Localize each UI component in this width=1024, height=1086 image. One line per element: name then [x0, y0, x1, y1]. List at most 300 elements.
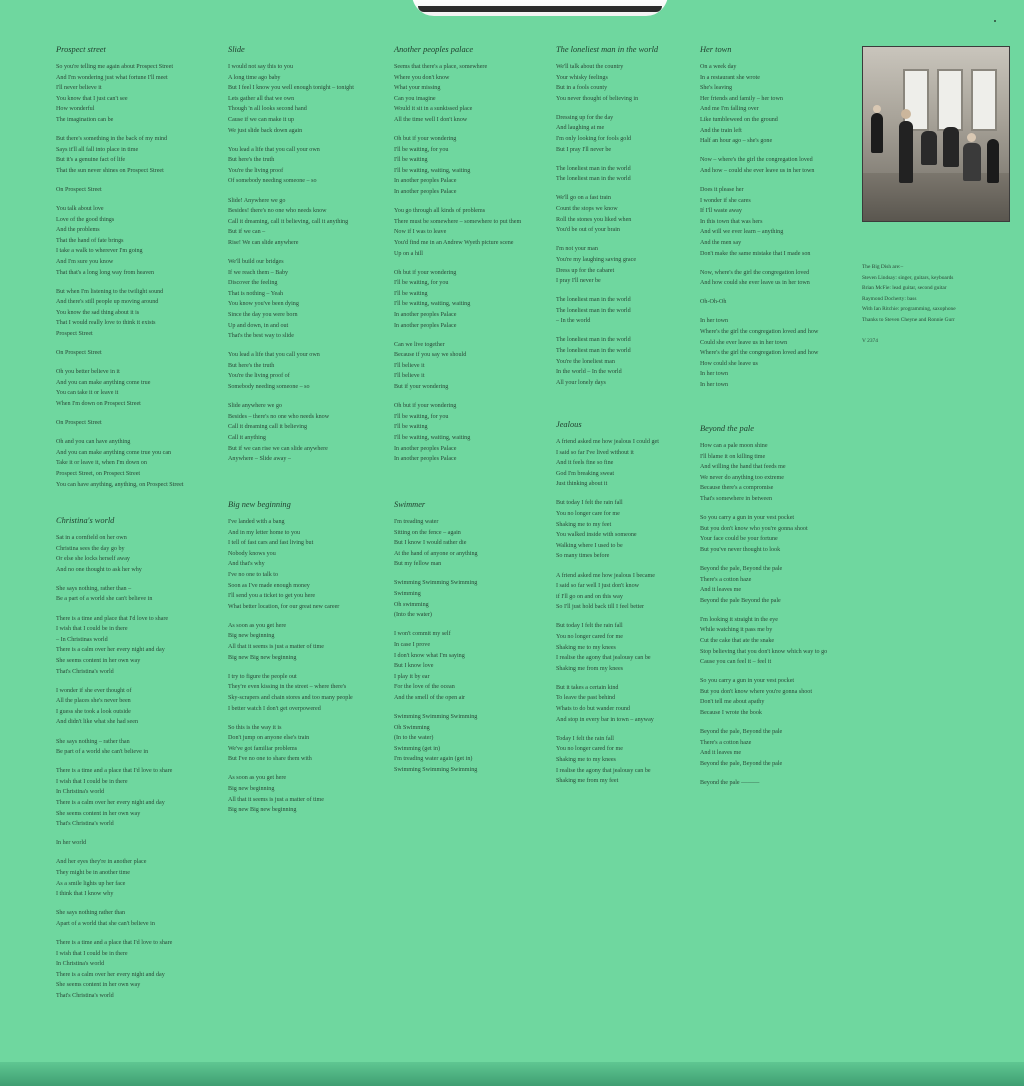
lyric-stanza: [700, 564, 827, 606]
lyric-line: Don't jump on anyone else's train: [228, 735, 310, 742]
record-edge: [418, 6, 662, 12]
lyric-line: But I know I would rather die: [394, 540, 467, 547]
lyric-line: I guess she took a look outside: [56, 708, 131, 715]
lyric-line: Lets gather all that we own: [228, 95, 295, 102]
lyric-line: All your lonely days: [556, 379, 606, 386]
lyric-line: And the train left: [700, 127, 742, 134]
lyric-line: The loneliest man in the world: [556, 165, 631, 172]
song-block: [556, 420, 659, 795]
lyric-line: There must be somewhere – somewhere to put them: [394, 218, 522, 225]
lyric-line: But my fellow man: [394, 561, 442, 568]
lyric-line: Sat in a cornfield on her own: [56, 535, 127, 541]
lyric-line: I take a walk to wherever I'm going: [56, 248, 143, 255]
credit-line: The Big Dish are:–: [862, 264, 904, 270]
lyric-line: But if your wondering: [394, 384, 449, 391]
song-title: Christina's world: [56, 516, 115, 525]
lyric-line: Could she ever leave us in her town: [700, 339, 788, 346]
lyric-line: As soon as you get here: [228, 775, 287, 782]
lyric-line: But I feel I know you well enough tonight – tonight: [228, 85, 354, 92]
lyric-stanza: [700, 778, 827, 789]
lyric-stanza: [228, 723, 353, 765]
lyric-line: On Prospect Street: [56, 350, 102, 357]
lyric-line: So you carry a gun in your vest pocket: [700, 515, 795, 522]
lyric-line: I wish that I could be in there: [56, 778, 128, 785]
lyric-stanza: [56, 348, 184, 359]
lyric-line: How could she leave us: [700, 360, 758, 367]
lyric-line: So this is the way it is: [228, 724, 282, 731]
lyric-line: As soon as you get here: [228, 622, 287, 629]
lyric-line: Discover the feeling: [228, 280, 278, 287]
lyric-line: I'll be waiting, for you: [394, 146, 449, 153]
lyric-line: You know you've been dying: [228, 301, 299, 308]
lyric-stanza: [700, 297, 818, 308]
lyric-stanza: [394, 340, 521, 393]
lyric-line: I tell of fast cars and fast living but: [228, 540, 314, 547]
lyric-line: All the time well I don't know: [394, 116, 468, 123]
lyric-line: That I would really love to think it exists: [56, 320, 156, 327]
lyric-line: I'll be waiting, waiting, waiting: [394, 301, 471, 308]
lyric-line: In a restaurant she wrote: [700, 74, 760, 81]
lyric-line: In another peoples Palace: [394, 178, 457, 185]
lyric-line: Just thinking about it: [556, 481, 608, 488]
lyric-line: And willing the hand that feeds me: [700, 464, 786, 471]
lyric-line: Swimming (get in): [394, 745, 441, 752]
lyric-line: I've landed with a bang: [228, 519, 285, 525]
lyric-line: Shaking me to my feet: [556, 521, 612, 528]
lyric-stanza: [700, 316, 818, 390]
lyric-line: But it takes a certain kind: [556, 684, 619, 691]
lyric-line: In another peoples Palace: [394, 456, 457, 463]
lyric-line: That's Christina's world: [56, 992, 114, 999]
lyric-line: Call it dreaming, call it believing, call it anything: [228, 218, 349, 225]
lyric-line: But today I felt the rain fall: [556, 623, 623, 630]
lyric-line: Dressing up for the day: [556, 114, 614, 121]
song-block: [700, 424, 827, 797]
lyric-line: Soon as I've made enough money: [228, 582, 310, 589]
song-block: [228, 500, 353, 824]
lyric-line: But you don't know who you're gonna shoot: [700, 525, 808, 532]
lyric-line: I'll believe it: [394, 362, 425, 369]
lyric-line: Dress up for the cabaret: [556, 267, 615, 274]
lyric-line: We'll talk about the country: [556, 64, 624, 70]
lyric-stanza: [556, 621, 659, 674]
lyric-stanza: [228, 196, 354, 249]
lyric-stanza: [700, 676, 827, 718]
lyric-line: But I know love: [394, 663, 434, 670]
lyric-line: She seems content in her own way: [56, 657, 141, 664]
lyric-line: Shaking me from my feet: [556, 778, 619, 785]
lyric-line: And in my letter home to you: [228, 529, 301, 536]
lyric-line: So you're telling me again about Prospect Street: [56, 64, 174, 70]
lyric-line: The loneliest man in the world: [556, 307, 631, 314]
lyric-line: Beyond the pale, Beyond the pale: [700, 729, 783, 736]
lyric-line: Big new Big new beginning: [228, 807, 297, 814]
lyric-line: Don't tell me about apathy: [700, 699, 765, 706]
lyric-stanza: [56, 533, 172, 575]
lyric-line: Up on a hill: [394, 250, 423, 257]
lyric-line: Because if you say we should: [394, 352, 467, 359]
lyric-line: Love of the good things: [56, 216, 115, 223]
lyric-line: And it leaves me: [700, 750, 742, 757]
lyric-line: And will we ever learn – anything: [700, 229, 784, 236]
lyric-line: In another peoples Palace: [394, 311, 457, 318]
lyric-line: And no one thought to ask her why: [56, 566, 142, 573]
lyric-line: Take it or leave it, when I'm down on: [56, 460, 147, 467]
lyric-stanza: [56, 737, 172, 758]
lyric-line: And how – could she ever leave us in her town: [700, 167, 815, 174]
lyric-stanza: [56, 185, 184, 196]
lyric-line: I won't commit my self: [394, 631, 451, 638]
lyric-line: A friend asked me how jealous I could get: [556, 439, 659, 445]
lyric-line: I'm looking it straight in the eye: [700, 616, 778, 623]
lyric-stanza: [228, 517, 353, 612]
lyric-line: So you carry a gun in your vest pocket: [700, 678, 795, 685]
lyric-line: I said so far well I just don't know: [556, 583, 640, 590]
song-block: [556, 45, 658, 397]
lyric-line: There's a cotton haze: [700, 576, 752, 583]
lyric-line: They're even kissing in the street – where there's: [228, 684, 347, 691]
lyric-stanza: [394, 629, 478, 703]
lyric-line: That the hand of fate brings: [56, 237, 124, 244]
lyric-line: I'll be waiting, for you: [394, 413, 449, 420]
lyric-line: And me I'm falling over: [700, 106, 759, 113]
lyric-stanza: [56, 418, 184, 429]
lyric-line: Oh but if your wondering: [394, 403, 457, 410]
lyric-stanza: [228, 257, 354, 342]
lyric-line: I'm treading water: [394, 519, 439, 525]
lyric-line: Oh swimming: [394, 601, 429, 608]
lyric-stanza: [56, 614, 172, 678]
song-block: [228, 45, 354, 473]
lyric-line: Cut the cake that ate the snake: [700, 638, 775, 644]
lyric-line: But I pray I'll never be: [556, 146, 612, 153]
lyric-stanza: [228, 773, 353, 815]
lyric-line: You no longer cared for me: [556, 746, 623, 753]
credit-line: V 2374: [862, 338, 878, 345]
lyric-line: That that's a long long way from heaven: [56, 269, 155, 276]
lyric-stanza: [394, 62, 521, 126]
lyric-line: But if we can –: [228, 229, 266, 236]
lyric-stanza: [700, 513, 827, 555]
band-photo: [862, 46, 1010, 222]
lyric-line: Cause you can feel it – feel it: [700, 659, 772, 666]
lyric-line: As a smile lights up her face: [56, 880, 126, 887]
print-mark: [994, 20, 996, 22]
lyric-line: That's Christina's world: [56, 821, 114, 828]
lyric-line: And I'm wondering just what fortune I'll meet: [56, 74, 168, 81]
lyric-line: In another peoples Palace: [394, 445, 457, 452]
lyric-stanza: [56, 584, 172, 605]
lyric-line: How wonderful: [56, 106, 95, 113]
lyric-line: Your whisky feelings: [556, 74, 608, 81]
lyric-line: Slide! Anywhere we go: [228, 197, 286, 204]
lyric-line: Walking where I used to be: [556, 542, 623, 549]
lyric-line: In her world: [56, 840, 87, 847]
lyric-line: Swimming Swimming Swimming: [394, 580, 478, 587]
lyric-line: Roll the stones you liked when: [556, 216, 632, 223]
lyric-stanza: [700, 727, 827, 769]
lyric-line: And there's still people up moving around: [56, 299, 159, 306]
lyric-line: But today I felt the rain fall: [556, 500, 623, 507]
lyric-line: There is a calm over her every night and day: [56, 647, 165, 654]
lyric-line: Count the stops we know: [556, 206, 618, 213]
lyric-line: So many times before: [556, 553, 610, 560]
lyric-line: Christina sees the day go by: [56, 545, 125, 552]
lyric-line: That's somewhere in between: [700, 495, 772, 502]
lyric-stanza: [394, 206, 521, 259]
lyric-line: Shaking me from my knees: [556, 665, 624, 672]
lyric-line: Besides – there's no one who needs know: [228, 413, 330, 420]
credit-line: With Ian Ritchie: programming, saxophone: [862, 306, 956, 313]
lyric-stanza: [56, 686, 172, 728]
lyric-line: She seems content in her own way: [56, 982, 141, 989]
lyric-stanza: [700, 62, 818, 147]
lyric-stanza: [556, 164, 658, 185]
lyric-line: She seems content in her own way: [56, 810, 141, 817]
lyric-line: Stop believing that you don't know which way to go: [700, 648, 828, 655]
lyric-line: While watching it pass me by: [700, 627, 773, 634]
lyric-stanza: [394, 517, 478, 570]
song-title: Another peoples palace: [394, 45, 474, 54]
lyric-line: Says it'll all fall into place in time: [56, 146, 139, 153]
lyric-line: When I'm down on Prospect Street: [56, 401, 141, 408]
lyric-line: At the hand of anyone or anything: [394, 550, 478, 557]
lyric-line: I realise the agony that jealousy can be: [556, 655, 651, 662]
lyric-line: You'd find me in an Andrew Wyeth picture scene: [394, 239, 514, 246]
lyric-line: Oh and you can have anything: [56, 439, 131, 446]
lyric-line: You'd be out of your brain: [556, 227, 620, 234]
lyric-line: The loneliest man in the world: [556, 176, 631, 183]
lyric-line: That is nothing – Yeah: [228, 290, 284, 297]
song-title: Jealous: [556, 420, 582, 429]
lyric-line: Don't make the same mistake that I made son: [700, 250, 811, 257]
lyric-line: And it feels fine so fine: [556, 460, 614, 467]
lyric-line: Half an hour ago – she's gone: [700, 138, 773, 145]
lyric-line: In another peoples Palace: [394, 322, 457, 329]
lyric-line: Can we live together: [394, 341, 445, 348]
lyric-line: Big new beginning: [228, 633, 275, 640]
lyric-stanza: [556, 734, 659, 787]
lyric-line: I try to figure the people out: [228, 673, 297, 680]
lyric-line: In her town: [700, 371, 729, 378]
lyric-line: Today I felt the rain fall: [556, 735, 614, 742]
lyric-line: The loneliest man in the world: [556, 337, 631, 344]
lyric-stanza: [394, 268, 521, 332]
lyric-stanza: [556, 571, 659, 613]
lyric-line: We just slide back down again: [228, 127, 303, 134]
lyric-line: Be part of a world she can't believe in: [56, 749, 149, 756]
lyric-line: Beyond the pale ———: [700, 780, 760, 787]
lyric-line: Shaking me to my knees: [556, 756, 616, 763]
lyric-line: I'll never believe it: [56, 85, 102, 92]
lyric-line: Swimming: [394, 591, 421, 598]
lyric-line: You're the living proof: [228, 167, 284, 174]
lyric-line: You're the loneliest man: [556, 358, 615, 365]
lyric-line: Prospect Street: [56, 331, 93, 338]
lyric-line: I'll blame it on killing time: [700, 453, 766, 460]
lyric-line: I wonder if she ever thought of: [56, 687, 132, 694]
lyric-line: Slide anywhere we go: [228, 403, 282, 410]
lyric-line: Beyond the pale, Beyond the pale: [700, 565, 783, 572]
lyric-line: In case I prove: [394, 641, 431, 648]
lyric-line: And that's why: [228, 561, 265, 568]
lyric-line: Somebody needing someone – so: [228, 384, 310, 391]
lyric-line: Cause if we can make it up: [228, 116, 294, 123]
lyric-line: I'm only looking for fools gold: [556, 136, 632, 143]
lyric-line: Call it dreaming call it believing: [228, 424, 308, 431]
lyric-line: I'll believe it: [394, 373, 425, 380]
lyric-line: And the men say: [700, 239, 742, 246]
lyric-stanza: [228, 621, 353, 663]
lyric-line: Oh-Oh-Oh: [700, 299, 727, 306]
lyric-stanza: [700, 615, 827, 668]
lyric-line: But I've no one to share them with: [228, 756, 312, 763]
lyric-line: So I'll just hold back till I feel better: [556, 604, 645, 611]
lyric-line: She says nothing, rather than –: [56, 585, 132, 592]
lyric-line: You walked inside with someone: [556, 532, 637, 539]
lyric-line: Be a part of a world she can't believe in: [56, 596, 153, 603]
lyric-line: Because I wrote the book: [700, 710, 762, 717]
lyric-line: There is a time and a place that I'd love to share: [56, 939, 173, 946]
lyric-line: And the problems: [56, 227, 100, 234]
lyric-line: Now – where's the girl the congregation loved: [700, 157, 813, 164]
lyric-line: A friend asked me how jealous I became: [556, 572, 655, 579]
lyric-stanza: [228, 672, 353, 714]
lyric-line: In her town: [700, 318, 729, 325]
lyric-line: Beyond the pale Beyond the pale: [700, 597, 781, 604]
lyric-stanza: [394, 401, 521, 465]
lyric-line: Call it anything: [228, 434, 266, 441]
lyric-line: Sitting on the fence – again: [394, 529, 461, 536]
lyric-line: But when I'm listening to the twilight sound: [56, 288, 164, 295]
lyric-stanza: [228, 350, 354, 392]
lyric-line: On Prospect Street: [56, 186, 102, 193]
lyric-stanza: [556, 498, 659, 562]
lyric-line: I'm treading water again (get in): [394, 756, 473, 763]
lyric-line: She's leaving: [700, 85, 733, 92]
lyric-line: Seems that there's a place, somewhere: [394, 64, 488, 70]
lyric-line: I would not say this to you: [228, 64, 293, 70]
lyric-stanza: [700, 441, 827, 505]
lyric-line: And her eyes they're in another place: [56, 859, 147, 866]
lyric-line: But it's a genuine fact of life: [56, 157, 126, 164]
lyric-line: We never do anything too extreme: [700, 474, 784, 481]
lyric-line: Because there's a compromise: [700, 485, 774, 492]
lyric-line: And you can make anything come true you can: [56, 449, 172, 456]
lyric-line: On Prospect Street: [56, 420, 102, 427]
lyric-line: That's the best way to slide: [228, 333, 294, 340]
lyric-line: Or else she locks herself away: [56, 556, 130, 563]
lyric-line: If I'll waste away: [700, 208, 742, 215]
lyric-stanza: [556, 244, 658, 286]
lyric-line: Prospect Street, on Prospect Street: [56, 471, 141, 477]
lyric-stanza: [56, 938, 172, 1002]
lyric-line: You know the sad thing about it is: [56, 309, 140, 316]
lyric-line: That's Christina's world: [56, 668, 114, 675]
lyric-line: I better watch I don't get overpowered: [228, 705, 321, 712]
credits-block: [862, 262, 956, 347]
lyric-line: Like tumbleweed on the ground: [700, 116, 778, 123]
lyric-stanza: [56, 204, 184, 278]
lyric-line: All that it seems is just a matter of time: [228, 796, 324, 803]
lyric-line: I play it by ear: [394, 673, 430, 680]
lyric-line: We've got familiar problems: [228, 745, 298, 752]
lyric-line: And stop in every bar in town – anyway: [556, 716, 654, 723]
lyric-line: But in a fools county: [556, 85, 608, 92]
lyric-line: She says nothing – rather than: [56, 738, 130, 745]
lyric-line: In Christina's world: [56, 961, 105, 968]
lyric-stanza: [700, 268, 818, 289]
lyric-stanza: [394, 578, 478, 620]
lyric-line: Swimming Swimming Swimming: [394, 766, 478, 773]
song-title: Big new beginning: [228, 500, 291, 509]
sleeve-bottom-edge: [0, 1062, 1024, 1086]
song-block: [700, 45, 818, 399]
lyric-line: Big new Big new beginning: [228, 654, 297, 661]
lyric-stanza: [556, 193, 658, 235]
lyric-line: I'll be waiting: [394, 424, 428, 431]
lyric-line: I think that I know why: [56, 891, 114, 898]
lyric-line: Since the day you were born: [228, 311, 298, 318]
lyric-stanza: [556, 335, 658, 388]
lyric-line: I realise the agony that jealousy can be: [556, 767, 651, 774]
lyric-line: Apart of a world that she can't believe in: [56, 920, 155, 927]
lyric-line: How can a pale moon shine: [700, 443, 768, 449]
lyric-line: There is a calm over her every night and day: [56, 971, 165, 978]
lyric-line: A long time ago baby: [228, 74, 281, 81]
lyric-line: They might be in another time: [56, 869, 130, 876]
lyric-line: Your face could be your fortune: [700, 536, 778, 543]
lyric-stanza: [556, 62, 658, 104]
lyric-line: But there's something in the back of my mind: [56, 136, 168, 143]
lyric-line: In this town that was hers: [700, 218, 763, 225]
lyric-line: You're the living proof of: [228, 373, 290, 380]
lyric-line: And I'm sure you know: [56, 259, 114, 265]
lyric-line: Big new beginning: [228, 786, 275, 793]
lyric-line: There is a time and place that I'd love to share: [56, 615, 169, 622]
lyric-line: – In the world: [556, 318, 591, 325]
lyric-line: if I'll go on and on this way: [556, 593, 623, 600]
lyric-line: That the sun never shines on Prospect Street: [56, 167, 164, 174]
lyric-line: God I'm breaking sweat: [556, 470, 615, 477]
lyric-line: And it leaves me: [700, 587, 742, 594]
lyric-line: And didn't like what she had seen: [56, 719, 138, 726]
lyric-stanza: [228, 62, 354, 136]
lyric-line: You no longer care for me: [556, 511, 620, 518]
lyric-line: You never thought of believing in: [556, 95, 639, 102]
lyric-line: (In to the water): [394, 735, 434, 742]
lyric-stanza: [56, 367, 184, 409]
lyric-line: I wish that I could be in there: [56, 950, 128, 957]
lyric-stanza: [228, 401, 354, 465]
lyric-stanza: [56, 908, 172, 929]
credit-line: Brian McFie: lead guitar, second guitar: [862, 285, 947, 292]
lyric-line: Oh but if your wondering: [394, 136, 457, 143]
lyric-line: Oh you better believe in it: [56, 369, 120, 376]
song-title: Beyond the pale: [700, 424, 754, 433]
song-title: Slide: [228, 45, 245, 54]
lyric-stanza: [56, 857, 172, 899]
lyric-line: Though 'n all looks second hand: [228, 106, 307, 113]
lyric-line: And how could she ever leave us in her town: [700, 280, 810, 287]
lyric-line: In Christina's world: [56, 789, 105, 796]
lyric-line: I'll be waiting: [394, 290, 428, 297]
lyric-line: Rise! We can slide anywhere: [228, 239, 299, 246]
lyric-line: We'll go on a fast train: [556, 195, 611, 202]
lyric-line: The loneliest man in the world: [556, 297, 631, 304]
lyric-line: And laughing at me: [556, 125, 605, 132]
lyric-line: I said so far I've lived without it: [556, 449, 634, 456]
